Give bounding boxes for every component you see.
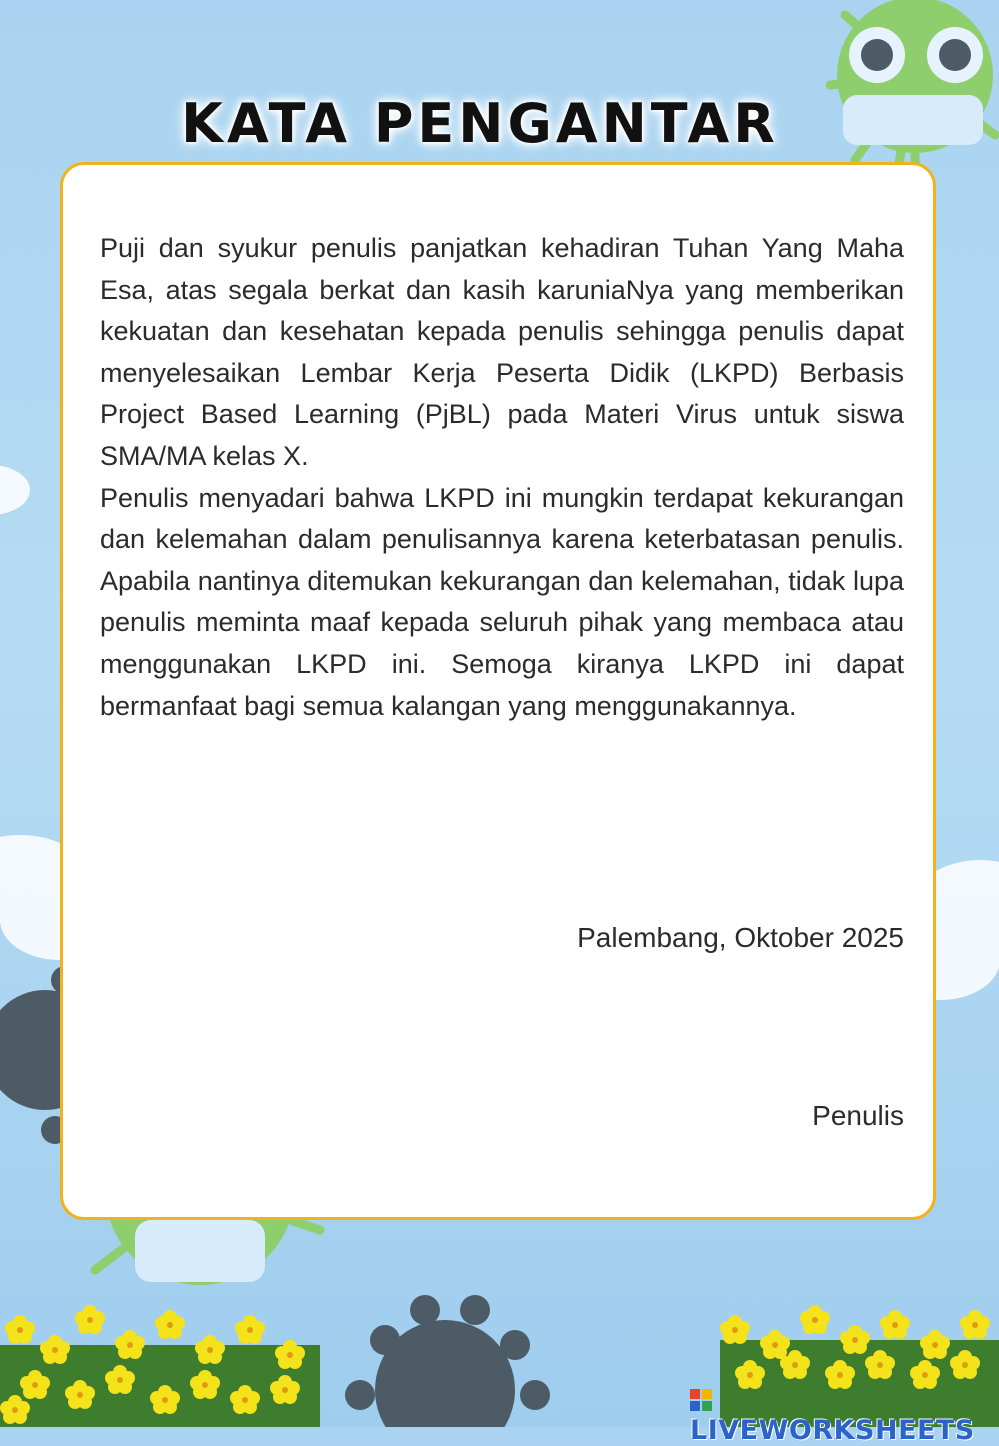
virus-gray-icon (345, 1295, 550, 1427)
place-date: Palembang, Oktober 2025 (577, 922, 904, 953)
flower-icon (0, 1305, 320, 1427)
preface-body (100, 228, 904, 727)
paragraph-1: Puji dan syukur penulis panjatkan kehadiran Tuhan Yang Maha Esa, atas segala berkat dan kasih karuniaNya yang memberikan kekuatan dan kesehatan kepada penulis sehingga penulis dapat menyelesaikan Lembar Kerja Peserta Didik (LKPD) Berbasis Project Based Learning (PjBL) pada Materi Virus untuk siswa SMA/MA kelas X. (100, 233, 904, 471)
watermark-text: LIVEWORKSHEETS (690, 1415, 975, 1446)
liveworksheets-logo-icon (690, 1389, 712, 1411)
paragraph-2: Penulis menyadari bahwa LKPD ini mungkin terdapat kekurangan dan kelemahan dalam penulisannya karena keterbatasan penulis. Apabila nantinya ditemukan kekurangan dan kelemahan, tidak lupa penulis meminta maaf kepada seluruh pihak yang membaca atau menggunakan LKPD ini. Semoga kiranya LKPD ini dapat bermanfaat bagi semua kalangan yang menggunakannya. (100, 482, 904, 721)
page-title: KATA PENGANTAR (181, 92, 779, 155)
signer: Penulis (812, 1100, 904, 1131)
liveworksheets-watermark (690, 1384, 999, 1446)
